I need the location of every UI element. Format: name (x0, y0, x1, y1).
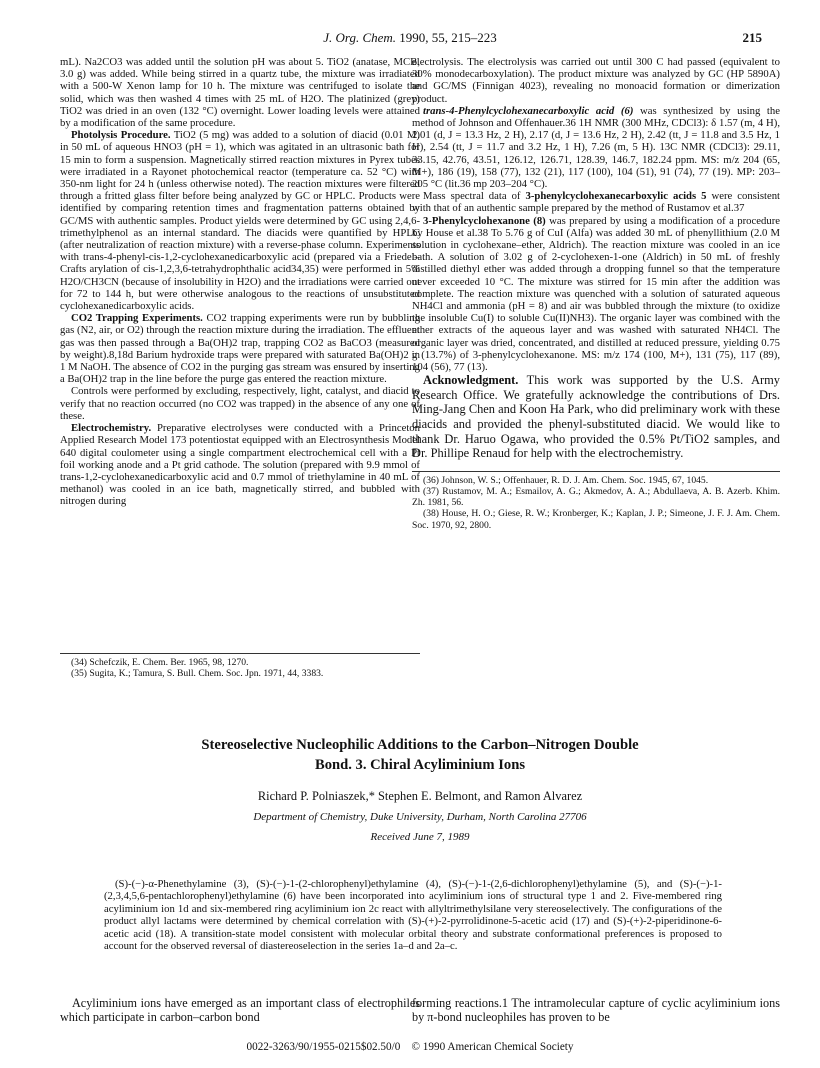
journal-citation (0, 30, 820, 46)
left-footnotes (60, 643, 420, 679)
paragraph-text: were consistent with that of an authentic sample prepared by the method of Rustamov et al.37 (412, 190, 781, 215)
article-affiliation: Department of Chemistry, Duke University, Durham, North Carolina 27706 (253, 811, 587, 823)
acknowledgment-text: This work was supported by the U.S. Army Research Office. We gratefully acknowledge the contributions of Drs. Ming-Jang Chen and Koon Ha Park, who did preliminary work with these diacids and provided the phenyl-substituted diacid. We would like to thank Dr. Haruo Ogawa, who provided the 0.5% Pt/TiO2 samples, and Dr. Phillipe Renaud for help with the electrochemistry. (412, 373, 780, 461)
journal-name: J. Org. Chem. (323, 30, 397, 45)
article-received-date: Received June 7, 1989 (370, 831, 470, 843)
page-header (0, 30, 820, 50)
section-paragraph (60, 422, 420, 507)
acknowledgment-heading: Acknowledgment. (423, 373, 519, 388)
section-paragraph (60, 129, 420, 312)
article-title (60, 735, 780, 775)
footnote: (34) Schefczik, E. Chem. Ber. 1965, 98, 1270. (71, 657, 249, 668)
intro-text-left: Acyliminium ions have emerged as an important class of electrophiles which participate in carbon–carbon bond (60, 996, 420, 1025)
footnote-divider (60, 653, 420, 654)
paragraph-text: Mass spectral data of (423, 190, 526, 203)
paragraph (60, 385, 420, 422)
page-number: 215 (742, 30, 762, 45)
paragraph-text: electrolysis. The electrolysis was carried out until 300 C had passed (equivalent to 30% monodecarboxylation). The product mixture was analyzed by GC (HP 5890A) and GC/MS (Finnigan 4023), revealing no monoacid formation or dimerization product. (412, 56, 780, 105)
copyright-notice: © 1990 American Chemical Society (411, 1041, 574, 1053)
article-title-line-2: Bond. 3. Chiral Acyliminium Ions (314, 757, 526, 773)
paragraph-text: CO2 trapping experiments were run by bubbling gas (N2, air, or O2) through the reaction mixture during the irradiation. The effluent gas was then passed through a Ba(OH)2 trap, trapping CO2 as BaCO3 (measured by weight).8,18d Barium hydroxide traps were prepared with saturated Ba(OH)2 in 1 M NaOH. The absence of CO2 in the purging gas stream was ensured by inserting a Ba(OH)2 trap in the line before the purge gas entered the reaction mixture. (60, 312, 420, 386)
paragraph (60, 56, 420, 129)
footnote: (36) Johnson, W. S.; Offenhauer, R. D. J. Am. Chem. Soc. 1945, 67, 1045. (423, 474, 709, 486)
acknowledgment (412, 373, 780, 461)
footnote-divider (412, 471, 780, 472)
paragraph (412, 190, 780, 214)
article-abstract: (S)-(−)-α-Phenethylamine (3), (S)-(−)-1-(2-chlorophenyl)ethylamine (4), (S)-(−)-1-(2,6-dichlorophenyl)ethylamine (5), and (S)-(−)-1-(2,3,4,5,6-pentachlorophenyl)ethylamine (6) have been incorporated into acyliminium ions of structural type 1 and 2. Five-membered ring acyliminium ion 1d and six-membered ring acyliminium ion 2c react with allyltrimethylsilane very stereoselectively. The configurations of the product allyl lactams were determined by chemical correlation with (S)-(+)-2-pyrrolidinone-5-acetic acid (17) and (S)-(+)-2-piperidinone-6-acetic acid (18). A transition-state model consistent with molecular orbital theory and substrate conformational preferences is proposed to account for the observed reversal of diastereoselection in the series 1a–d and 2a–c. (104, 878, 722, 953)
section-heading: Electrochemistry. (71, 422, 152, 435)
footnote: (38) House, H. O.; Giese, R. W.; Kronberger, K.; Kaplan, J. P.; Simeone, J. F. J. Am. Chem. Soc. 1970, 92, 2800. (412, 508, 780, 531)
right-column (412, 56, 780, 531)
paragraph-text: was synthesized by using the method of Johnson and Offenhauer.36 1H NMR (300 MHz, CDCl3): δ 1.57 (m, 4 H), 2.01 (d, J = 13.3 Hz, 2 H), 2.17 (d, J = 13.6 Hz, 2 H), 2.42 (tt, J = 11.8 and 3.5 Hz, 1 H), 2.54 (tt, J = 11.7 and 3.2 Hz, 1 H), 7.26 (m, 5 H). 13C NMR (CDCl3): 29.11, 33.15, 42.76, 43.51, 126.12, 126.71, 128.39, 146.7, 182.24 ppm. MS: m/z 204 (65, M+), 186 (19), 158 (77), 132 (21), 117 (100), 104 (51), 91 (74), 77 (19). MP: 203–205 °C (lit.36 mp 203–204 °C). (412, 104, 780, 191)
journal-volume-year: 1990, 55, 215–223 (399, 30, 497, 45)
page-footer (0, 1040, 820, 1054)
footnote: (35) Sugita, K.; Tamura, S. Bull. Chem. Soc. Jpn. 1971, 44, 3383. (71, 668, 324, 680)
compound-name: 3-phenylcyclohexanecarboxylic acids 5 (525, 190, 707, 203)
section-heading: CO2 Trapping Experiments. (71, 312, 203, 325)
paragraph (412, 56, 780, 105)
paragraph-text: Controls were performed by excluding, respectively, light, catalyst, and diacid to verify that no reaction occurred (no CO2 was trapped) in the absence of any one of these. (60, 385, 420, 422)
intro-text-right: forming reactions.1 The intramolecular capture of cyclic acyliminium ions by π-bond nucleophiles has proven to be (412, 996, 780, 1025)
section-paragraph (412, 105, 780, 190)
section-paragraph (412, 215, 780, 374)
footnote: (37) Rustamov, M. A.; Esmailov, A. G.; Akmedov, A. A.; Abdullaeva, A. B. Azerb. Khim. Zh. 1981, 56. (412, 486, 780, 509)
paragraph-text: mL). Na2CO3 was added until the solution pH was about 5. TiO2 (anatase, MCB, 3.0 g) was added. While being stirred in a quartz tube, the mixture was irradiated with a 500-W Xenon lamp for 10 h. The mixture was centrifuged to isolate the solid, which was then washed 4 times with 25 mL of H2O. The platinized (grey) TiO2 was dried in an oven (132 °C) overnight. Lower loading levels were attained by a modification of the same procedure. (60, 56, 420, 130)
section-paragraph (60, 312, 420, 385)
paragraph-text: was prepared by using a modification of a procedure by House et al.38 To 5.76 g of CuI (Alfa) was added 30 mL of phenyllithium (2.0 M solution in cyclohexane–ether, Aldrich). The reaction mixture was cooled in an ice bath. A solution of 3.02 g of 2-cyclohexen-1-one (Aldrich) in 50 mL of freshly distilled diethyl ether was added through a dropping funnel so that the temperature never exceeded 10 °C. The mixture was stirred for 15 min after the addition was complete. The reaction mixture was quenched with a solution of saturated aqueous NH4Cl and ammonia (pH = 8) and air was bubbled through the mixture (to oxidize the insoluble Cu(I) to soluble Cu(II)NH3). The organic layer was combined with the ether extracts of the aqueous layer and was washed with saturated NH4Cl. The organic layer was dried, concentrated, and distilled at reduced pressure, yielding 0.75 g (13.7%) of 3-phenylcyclohexanone. MS: m/z 174 (100, M+), 131 (75), 117 (89), 104 (56), 77 (13). (412, 214, 780, 374)
article-authors: Richard P. Polniaszek,* Stephen E. Belmont, and Ramon Alvarez (257, 789, 583, 803)
section-heading: trans-4-Phenylcyclohexanecarboxylic acid (6) (423, 104, 634, 117)
section-heading: 3-Phenylcyclohexanone (8) (423, 214, 546, 227)
article-header (60, 735, 780, 844)
left-column (60, 56, 420, 508)
article-code: 0022-3263/90/1955-0215$02.50/0 (246, 1041, 401, 1053)
section-heading: Photolysis Procedure. (71, 129, 171, 142)
paragraph-text: Preparative electrolyses were conducted with a Princeton Applied Research Model 173 potentiostat equipped with an Electrosynthesis Model 640 digital coulometer using a single compartment electrochemical cell with a Pt foil working anode and a Pt grid cathode. The solution (prepared with 9.9 mmol of trans-1,2-cyclohexanedicarboxylic acid and 0.7 mmol of triethylamine in 40 mL of methanol) was cooled in an ice bath, magnetically stirred, and bubbled with nitrogen during (60, 422, 420, 508)
paragraph-text: TiO2 (5 mg) was added to a solution of diacid (0.01 M) in 50 mL of aqueous HNO3 (pH = 1), which was agitated in an ultrasonic bath for 15 min to form a suspension. Magnetically stirred reaction mixtures in Pyrex tubes were irradiated in a Rayonet photochemical reactor (temperature ca. 52 °C) with 350-nm light for 24 h (unless otherwise noted). The reaction mixtures were filtered through a fritted glass filter before being analyzed by GC or HPLC. Products were identified by comparing retention times and fragmentation patterns obtained by GC/MS with authentic samples. Product yields were determined by GC using 2,4,6-trimethylphenol as an internal standard. The diacids were quantified by HPLC (after neutralization of reaction mixture) with a reverse-phase column. Experiments with trans-4-phenyl-cis-1,2-cyclohexanedicarboxylic acid (prepared via a Friedel–Crafts arylation of cis-1,2,3,6-tetrahydrophthalic acid34,35) were performed in 5% H2O/CH3CN (because of insolubility in H2O) and the irradiations were carried out for 72 to 144 h, but were otherwise analogous to the reactions of unsubstituted cyclohexanedicarboxylic acids. (60, 129, 420, 313)
article-title-line-1: Stereoselective Nucleophilic Additions to the Carbon–Nitrogen Double (201, 737, 639, 753)
